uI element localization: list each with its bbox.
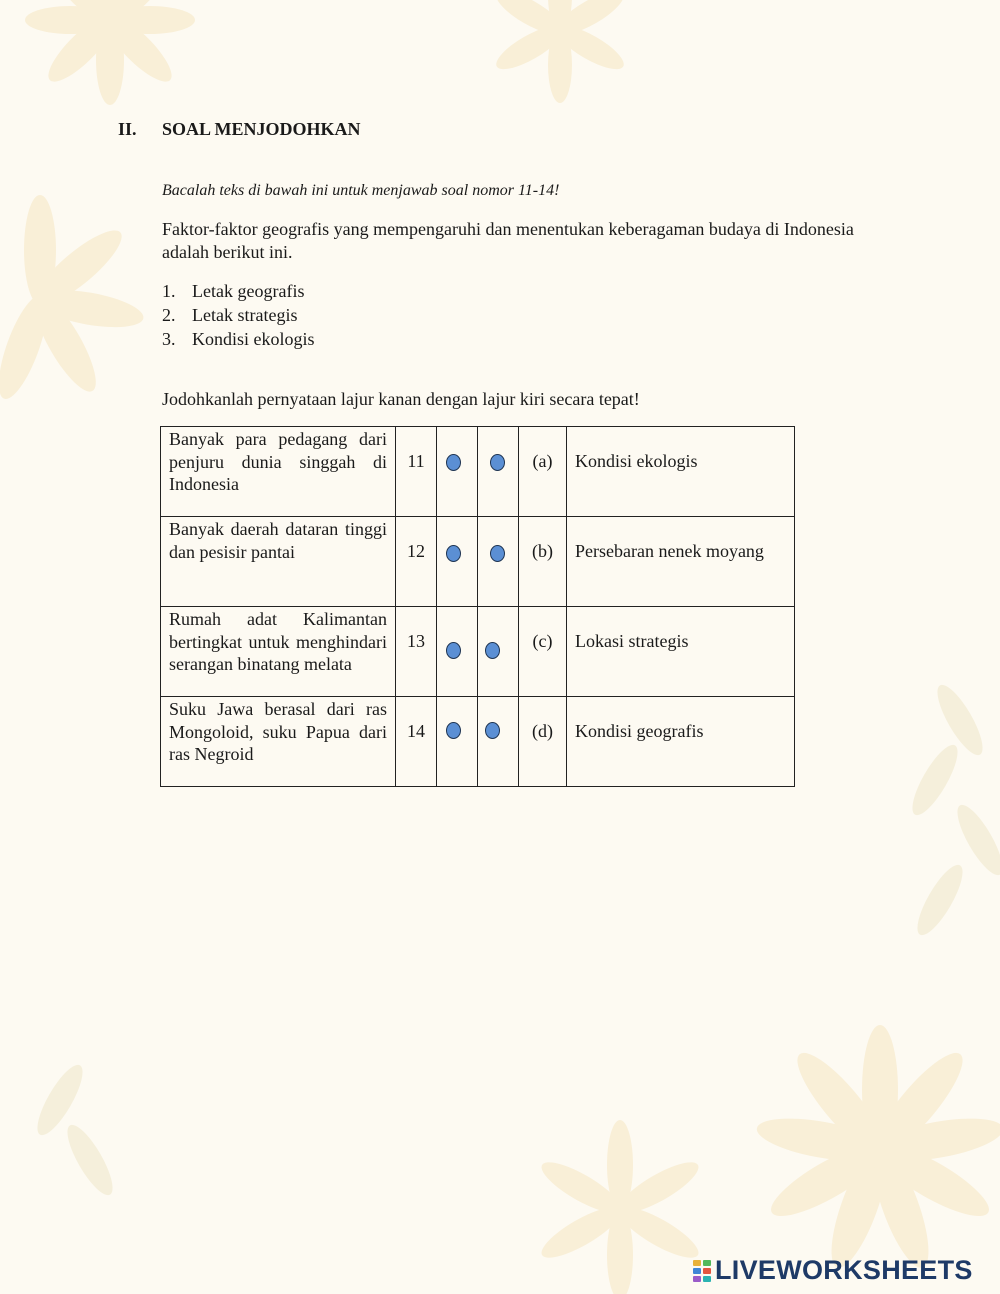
table-row bbox=[161, 427, 795, 517]
liveworksheets-logo bbox=[692, 1255, 973, 1286]
right-dot-cell bbox=[478, 697, 519, 787]
right-dot-cell bbox=[478, 517, 519, 607]
list-item-number: 2. bbox=[162, 305, 176, 325]
factor-list bbox=[162, 279, 315, 351]
section-title: SOAL MENJODOHKAN bbox=[162, 119, 361, 139]
list-item-text: Kondisi ekologis bbox=[192, 329, 315, 349]
right-match-dot[interactable] bbox=[485, 642, 500, 659]
question-number-cell bbox=[396, 607, 437, 697]
option-letter: (a) bbox=[532, 451, 553, 471]
option-cell bbox=[567, 697, 795, 787]
section-number: II. bbox=[118, 119, 137, 139]
option-cell bbox=[567, 517, 795, 607]
option-letter: (b) bbox=[532, 541, 553, 561]
option-text: Persebaran nenek moyang bbox=[575, 541, 764, 561]
question-number-cell bbox=[396, 697, 437, 787]
matching-table bbox=[160, 426, 795, 787]
statement-cell bbox=[161, 697, 396, 787]
list-item bbox=[162, 279, 315, 303]
statement-cell bbox=[161, 517, 396, 607]
question-number-cell bbox=[396, 517, 437, 607]
option-letter: (c) bbox=[532, 631, 553, 651]
right-match-dot[interactable] bbox=[490, 454, 505, 471]
option-letter-cell bbox=[519, 517, 567, 607]
statement-text: Suku Jawa berasal dari ras Mongoloid, suku Papua dari ras Negroid bbox=[169, 699, 387, 764]
list-item bbox=[162, 327, 315, 351]
statement-text: Banyak daerah dataran tinggi dan pesisir pantai bbox=[169, 519, 387, 562]
question-number: 13 bbox=[407, 631, 425, 651]
list-item-number: 3. bbox=[162, 329, 176, 349]
statement-text: Banyak para pedagang dari penjuru dunia singgah di Indonesia bbox=[169, 429, 387, 494]
option-letter: (d) bbox=[532, 721, 553, 741]
option-letter-cell bbox=[519, 427, 567, 517]
statement-text: Rumah adat Kalimantan bertingkat untuk menghindari serangan binatang melata bbox=[169, 609, 387, 674]
question-number: 12 bbox=[407, 541, 425, 561]
list-item-text: Letak geografis bbox=[192, 281, 305, 301]
option-cell bbox=[567, 607, 795, 697]
left-match-dot[interactable] bbox=[446, 545, 461, 562]
liveworksheets-logo-icon bbox=[692, 1259, 712, 1283]
option-letter-cell bbox=[519, 697, 567, 787]
left-dot-cell bbox=[437, 697, 478, 787]
option-cell bbox=[567, 427, 795, 517]
left-dot-cell bbox=[437, 427, 478, 517]
question-number: 11 bbox=[407, 451, 425, 471]
table-row bbox=[161, 517, 795, 607]
option-text: Kondisi geografis bbox=[575, 721, 704, 741]
table-row bbox=[161, 697, 795, 787]
left-dot-cell bbox=[437, 607, 478, 697]
option-text: Lokasi strategis bbox=[575, 631, 689, 651]
option-letter-cell bbox=[519, 607, 567, 697]
left-match-dot[interactable] bbox=[446, 454, 461, 471]
intro-paragraph: Faktor-faktor geografis yang mempengaruhi dan menentukan keberagaman budaya di Indonesia adalah berikut ini. bbox=[162, 219, 854, 262]
right-dot-cell bbox=[478, 607, 519, 697]
right-match-dot[interactable] bbox=[490, 545, 505, 562]
left-match-dot[interactable] bbox=[446, 642, 461, 659]
table-row bbox=[161, 607, 795, 697]
left-match-dot[interactable] bbox=[446, 722, 461, 739]
list-item bbox=[162, 303, 315, 327]
statement-cell bbox=[161, 607, 396, 697]
statement-cell bbox=[161, 427, 396, 517]
right-dot-cell bbox=[478, 427, 519, 517]
question-number: 14 bbox=[407, 721, 425, 741]
list-item-text: Letak strategis bbox=[192, 305, 298, 325]
reading-instruction: Bacalah teks di bawah ini untuk menjawab soal nomor 11-14! bbox=[162, 182, 560, 199]
option-text: Kondisi ekologis bbox=[575, 451, 698, 471]
list-item-number: 1. bbox=[162, 281, 176, 301]
left-dot-cell bbox=[437, 517, 478, 607]
question-number-cell bbox=[396, 427, 437, 517]
matching-task-instruction: Jodohkanlah pernyataan lajur kanan dengan lajur kiri secara tepat! bbox=[162, 389, 640, 409]
right-match-dot[interactable] bbox=[485, 722, 500, 739]
brand-name: LIVEWORKSHEETS bbox=[715, 1255, 973, 1285]
